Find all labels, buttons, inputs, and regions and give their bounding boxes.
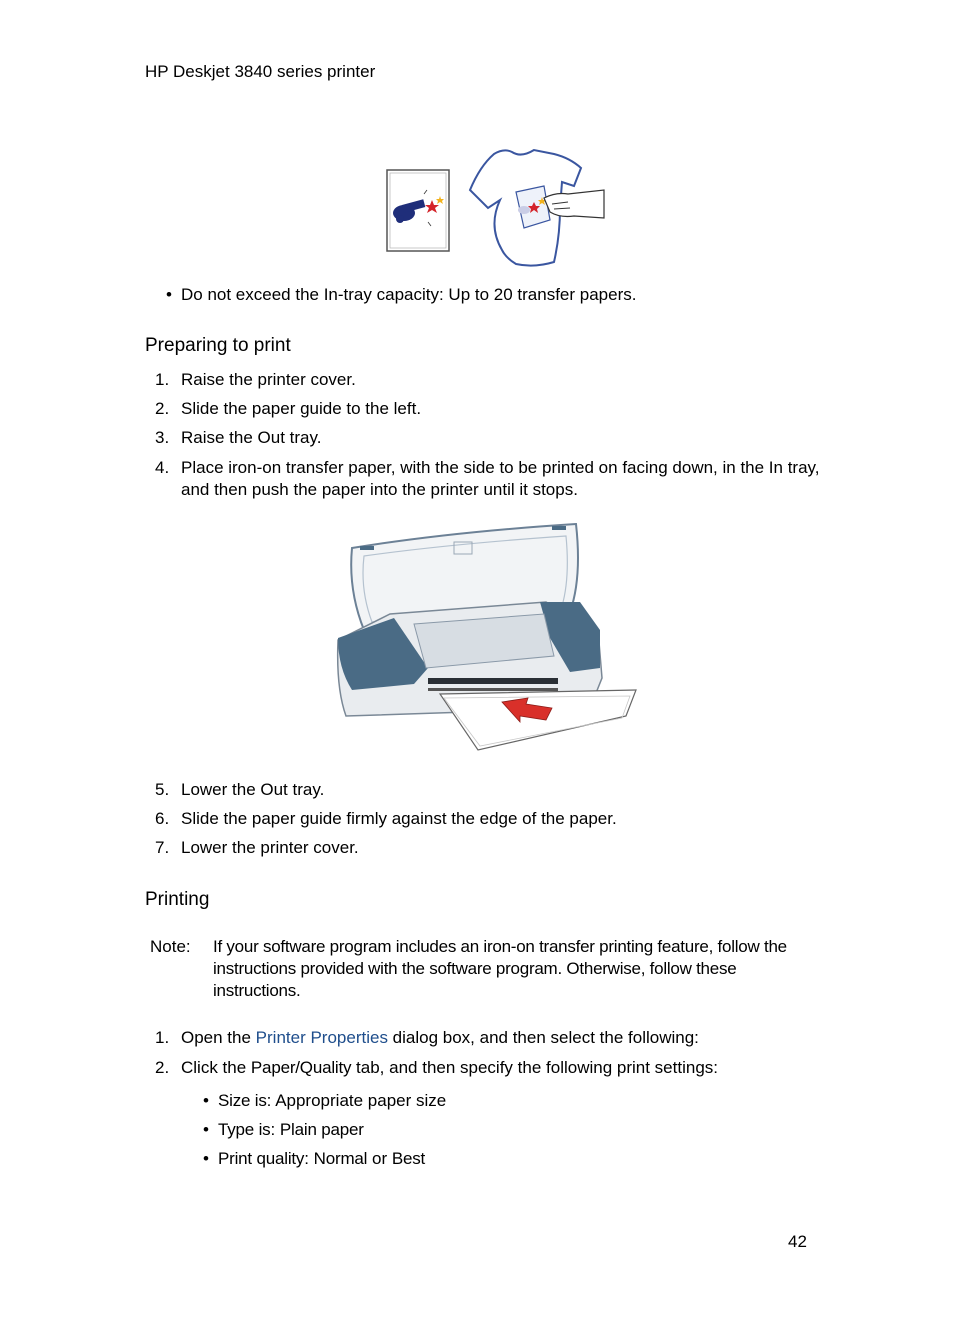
step-text: Place iron-on transfer paper, with the side to be printed on facing down, in the In tray, and then push the paper into the printer until it stops. [181,458,820,499]
section-heading-printing: Printing [145,889,210,910]
step-item [155,1027,820,1049]
setting-label: Print quality [218,1149,305,1168]
step-number: 4. [155,458,170,477]
section-heading-preparing: Preparing to print [145,335,291,356]
setting-size [203,1090,446,1112]
step-text-post: dialog box, and then select the following: [387,1028,699,1047]
step-text: Slide the paper guide firmly against the edge of the paper. [181,809,617,828]
setting-value: Plain paper [279,1120,364,1139]
setting-sep: : [270,1120,280,1139]
step-text-post: tab, and then specify the following print settings: [351,1058,718,1077]
printer-loading-illustration [330,518,646,756]
bullet-mark: • [203,1149,209,1168]
note-label: Note: [150,937,191,956]
step-item [155,398,820,420]
step-text-pre: Open the [181,1028,256,1047]
setting-value: Appropriate paper size [275,1091,447,1110]
bullet-mark: • [166,285,172,304]
step-text [181,1027,820,1049]
setting-type [203,1119,364,1141]
iron-on-transfer-illustration [384,142,608,270]
bullet-in-tray-capacity [166,284,636,306]
step-item [155,369,820,391]
step-text-pre: Click the [181,1058,251,1077]
running-header: HP Deskjet 3840 series printer [145,62,376,81]
step-number: 5. [155,780,170,799]
setting-label: Type is [218,1120,271,1139]
step-item [155,1057,820,1079]
step-item [155,808,820,830]
page-number: 42 [788,1232,807,1251]
setting-sep: : [304,1149,314,1168]
paper-quality-tab-name: Paper/Quality [250,1058,352,1077]
step-number: 7. [155,838,170,857]
setting-print-quality [203,1148,425,1170]
step-text [181,1057,820,1079]
setting-or: or [367,1149,392,1168]
bullet-mark: • [203,1091,209,1110]
step-number: 3. [155,428,170,447]
step-item [155,427,820,449]
step-number: 1. [155,370,170,389]
note-text: If your software program includes an iron-on transfer printing feature, follow the instructions provided with the software program. Otherwise, follow these instructions. [213,937,787,1000]
step-text: Raise the printer cover. [181,370,356,389]
step-text: Lower the Out tray. [181,780,325,799]
setting-label: Size is [218,1091,267,1110]
step-number: 1. [155,1028,170,1047]
step-item [155,779,820,801]
setting-value: Normal [313,1149,368,1168]
note-block [150,936,820,1002]
printer-properties-link[interactable]: Printer Properties [255,1028,388,1047]
step-text: Slide the paper guide to the left. [181,399,422,418]
step-text: Raise the Out tray. [181,428,322,447]
step-number: 2. [155,1058,170,1077]
bullet-mark: • [203,1120,209,1139]
step-number: 2. [155,399,170,418]
setting-sep: : [266,1091,276,1110]
step-item [155,457,820,501]
bullet-text: Do not exceed the In-tray capacity: Up to 20 transfer papers. [181,285,637,304]
setting-value-alt: Best [391,1149,426,1168]
step-text: Lower the printer cover. [181,838,359,857]
step-number: 6. [155,809,170,828]
step-item [155,837,820,859]
